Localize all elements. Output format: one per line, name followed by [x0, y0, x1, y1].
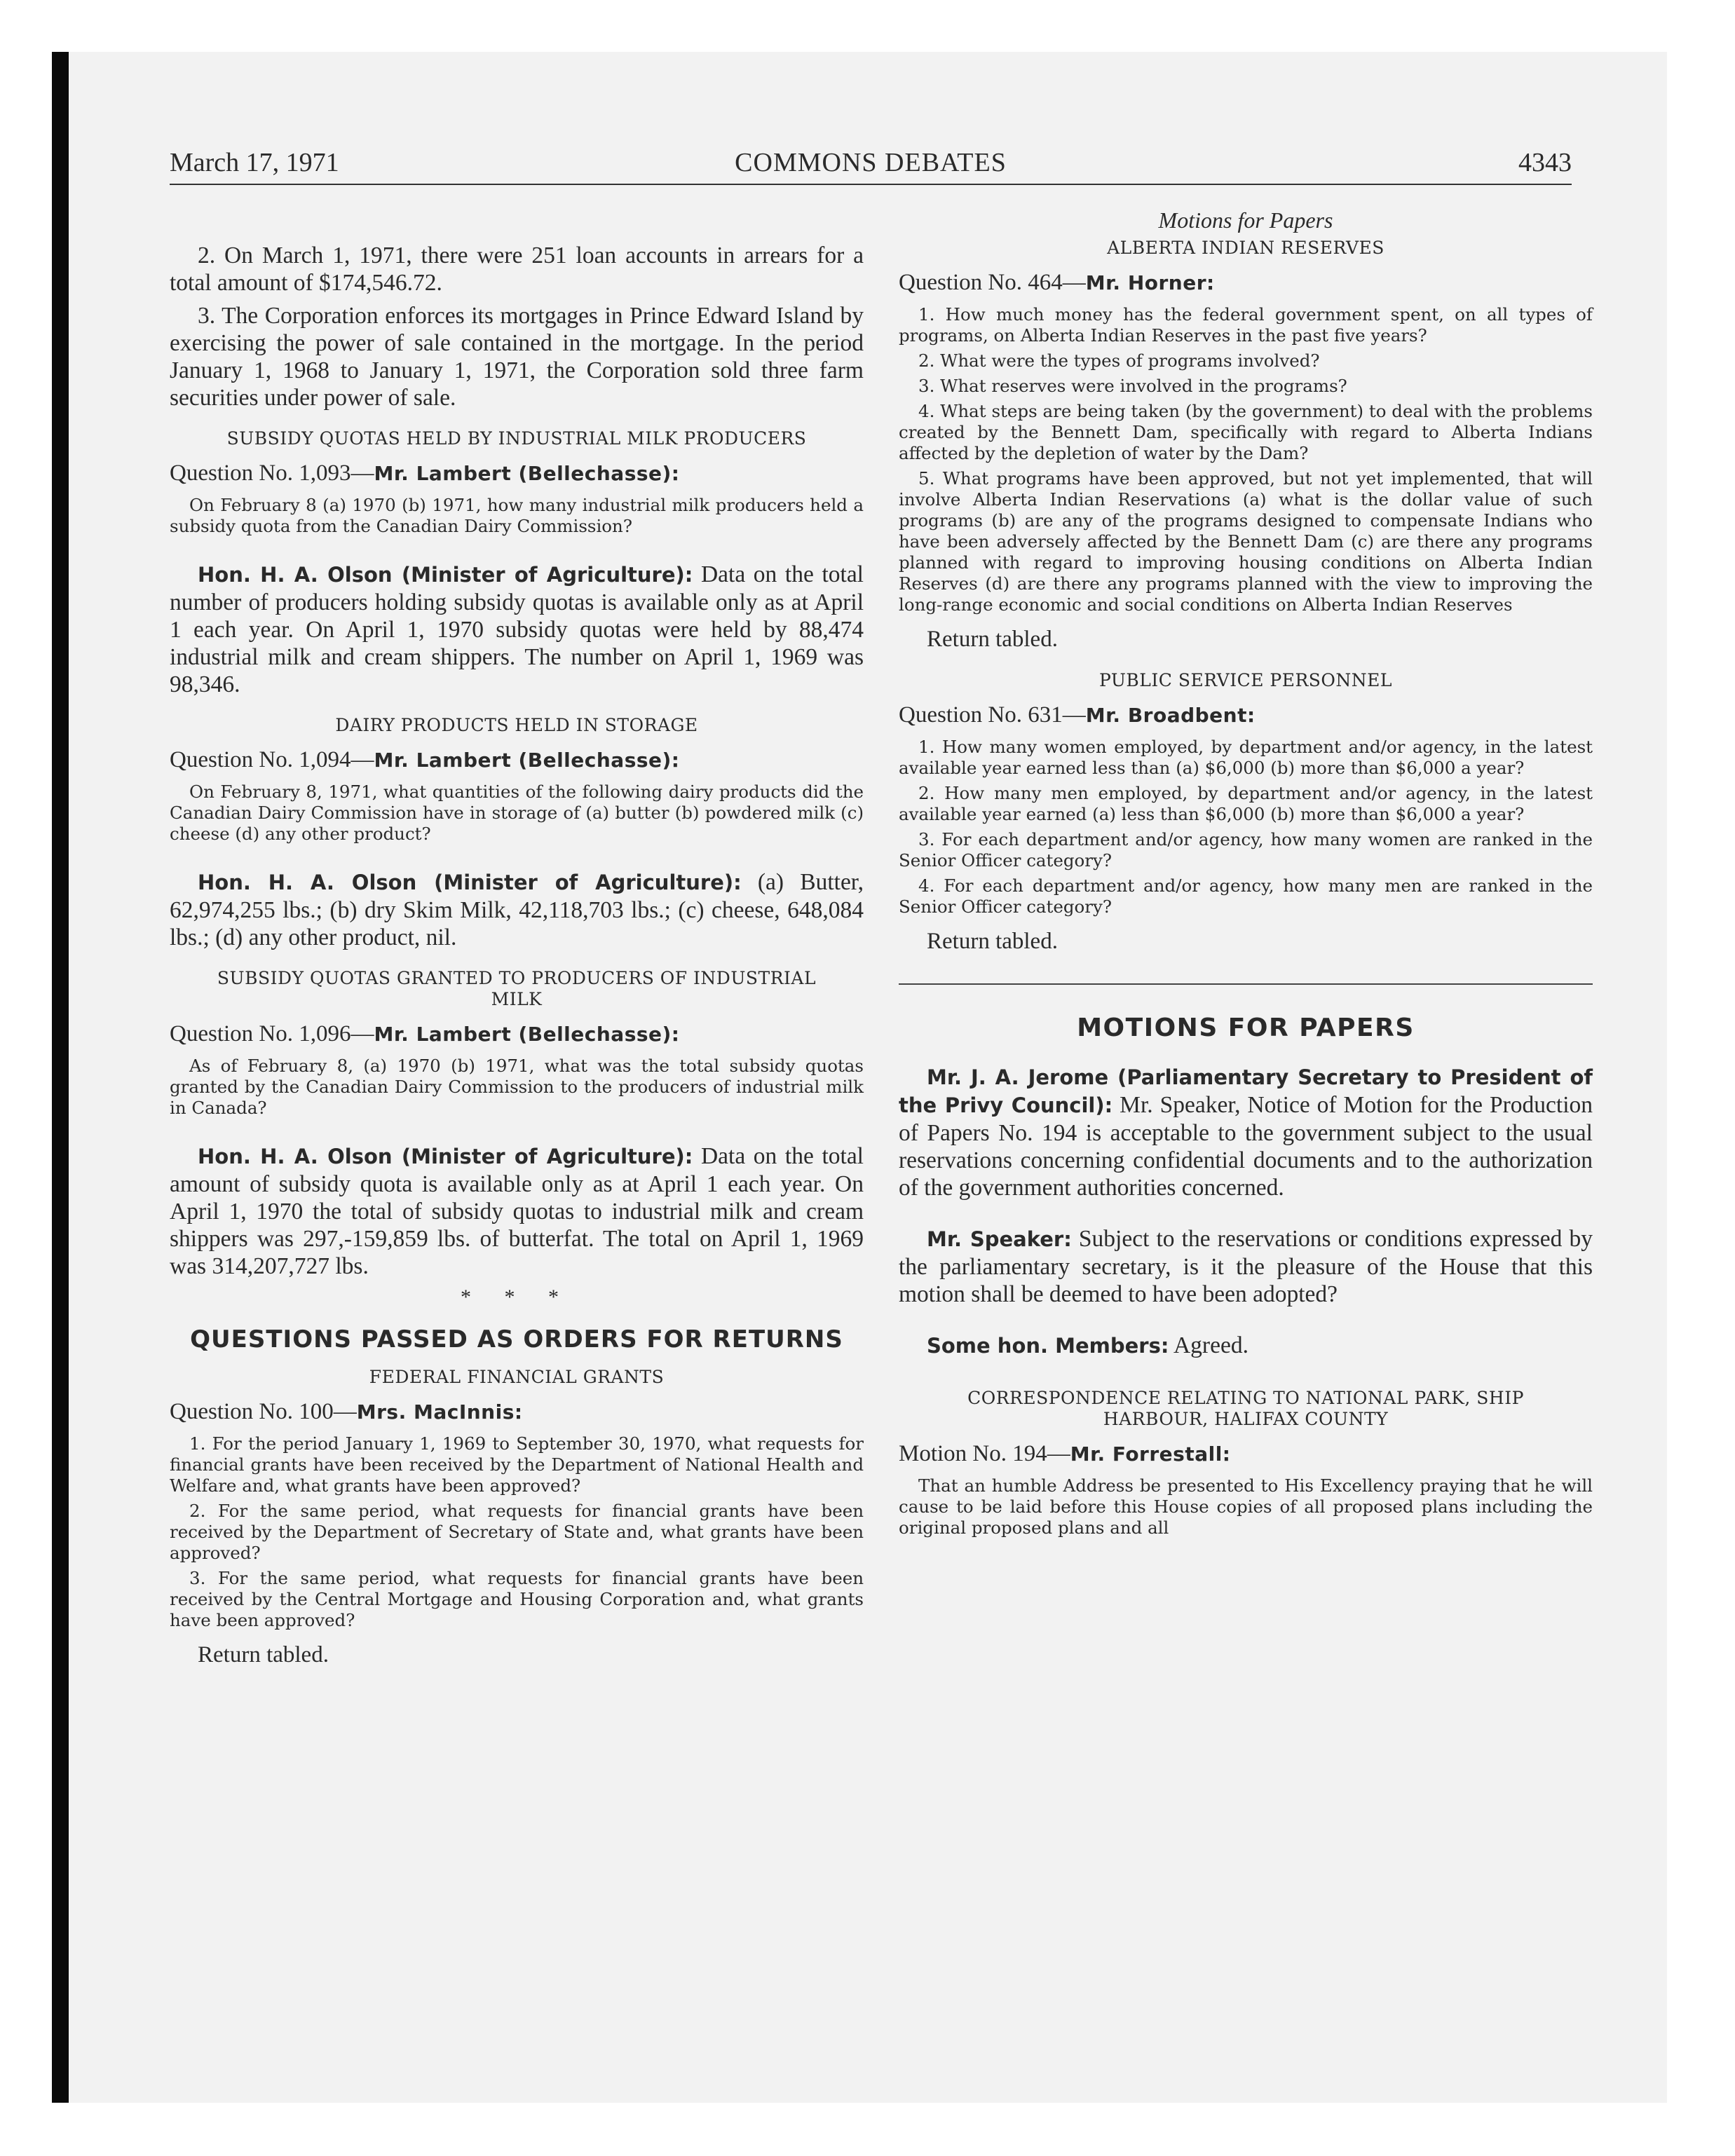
heading-public-service: PUBLIC SERVICE PERSONNEL [1098, 670, 1393, 690]
answer-text: (a) Butter, 62,974,255 lbs.; (b) dry Skim Milk, 42,118,703 lbs.; (c) cheese, 648,084 lbs.; (d) any other product, nil. [170, 869, 864, 950]
question-464-item-5: 5. What programs have been approved, but not yet implemented, that will involve Alberta Indian Reservations (a) what is the dollar value of such programs (b) are any of the programs designed to compensate Indians who have been adversely affected by the Bennett Dam (c) are there any programs planned with regard to improving housing conditions on Alberta Indian Reserves (d) are there any programs planned with the view to improving the long-range economic and social conditions on Alberta Indian Reserves [899, 468, 1593, 615]
header-rule [170, 184, 1572, 185]
question-464-item-3: 3. What reserves were involved in the programs? [918, 376, 1347, 396]
answer-speaker: Hon. H. A. Olson (Minister of Agriculture): [198, 1145, 693, 1168]
question-number: Question No. 631— [899, 702, 1086, 728]
question-631-item-2: 2. How many men employed, by department and/or agency, in the latest available year earned (a) less than $6,000 (b) more than $6,000 a year? [899, 783, 1593, 824]
return-tabled: Return tabled. [927, 627, 1058, 652]
scan-binding-edge [52, 52, 69, 2103]
heading-questions-passed: QUESTIONS PASSED AS ORDERS FOR RETURNS [190, 1325, 843, 1353]
question-100-item-2: 2. For the same period, what requests for financial grants have been received by the Department of Secretary of State and, what grants have been approved? [170, 1501, 864, 1563]
statement-text: Subject to the reservations or conditions expressed by the parliamentary secretary, is it the pleasure of the House that this motion shall be deemed to have been adopted? [899, 1226, 1593, 1307]
return-tabled: Return tabled. [198, 1642, 329, 1667]
question-464-item-1: 1. How much money has the federal government spent, on all types of programs, on Alberta Indian Reserves in the past five years? [899, 304, 1593, 346]
question-100-item-1: 1. For the period January 1, 1969 to September 30, 1970, what requests for financial grants have been received by the Department of National Health and Welfare and, what grants have been approved? [170, 1433, 864, 1496]
question-631-item-1: 1. How many women employed, by department and/or agency, in the latest available year earned less than (a) $6,000 (b) more than $6,000 a year? [899, 737, 1593, 778]
question-number: Question No. 100— [170, 1399, 357, 1424]
question-1094 [170, 746, 864, 775]
statement-speaker: Some hon. Members: [927, 1334, 1169, 1358]
statement-speaker-question [899, 1225, 1593, 1308]
answer-text: Data on the total number of producers holding subsidy quotas is available only as at April 1 each year. On April 1, 1970 subsidy quotas were held by 88,474 industrial milk and cream shippers. The number on April 1, 1969 was 98,346. [170, 561, 864, 697]
motion-number: Motion No. 194— [899, 1441, 1070, 1466]
heading-federal-grants: FEDERAL FINANCIAL GRANTS [369, 1367, 665, 1387]
motion-member: Mr. Forrestall: [1070, 1442, 1231, 1466]
question-631 [899, 701, 1593, 730]
answer-1093 [170, 561, 864, 698]
paragraph-loan-accounts: 2. On March 1, 1971, there were 251 loan accounts in arrears for a total amount of $174,546.72. [170, 243, 864, 296]
question-100 [170, 1398, 864, 1426]
question-member: Mr. Lambert (Bellechasse): [374, 749, 680, 772]
heading-correspondence: CORRESPONDENCE RELATING TO NATIONAL PARK, SHIP HARBOUR, HALIFAX COUNTY [967, 1388, 1524, 1429]
statement-speaker: Mr. J. A. Jerome (Parliamentary Secretary to President of the Privy Council): [899, 1065, 1593, 1117]
question-member: Mr. Broadbent: [1085, 704, 1256, 727]
question-464 [899, 268, 1593, 297]
question-464-item-2: 2. What were the types of programs involved? [918, 350, 1320, 371]
heading-alberta-reserves: ALBERTA INDIAN RESERVES [1107, 238, 1384, 258]
question-1096 [170, 1020, 864, 1049]
running-section-title: Motions for Papers [1158, 207, 1333, 233]
question-number: Question No. 464— [899, 270, 1086, 295]
question-number: Question No. 1,096— [170, 1021, 374, 1046]
heading-subsidy-quotas-held: SUBSIDY QUOTAS HELD BY INDUSTRIAL MILK PRODUCERS [226, 428, 807, 449]
answer-1096 [170, 1142, 864, 1280]
question-number: Question No. 1,094— [170, 747, 374, 772]
question-number: Question No. 1,093— [170, 460, 374, 486]
question-1094-text: On February 8, 1971, what quantities of the following dairy products did the Canadian Dairy Commission have in storage of (a) butter (b) powdered milk (c) cheese (d) any other product? [170, 782, 864, 844]
question-1093-text: On February 8 (a) 1970 (b) 1971, how many industrial milk producers held a subsidy quota from the Canadian Dairy Commission? [170, 495, 864, 536]
question-member: Mr. Lambert (Bellechasse): [374, 462, 680, 485]
page-header [170, 147, 1572, 182]
motion-194-text: That an humble Address be presented to His Excellency praying that he will cause to be laid before this House copies of all proposed plans including the original proposed plans and all [899, 1475, 1593, 1538]
section-divider [899, 983, 1593, 985]
question-member: Mr. Horner: [1085, 271, 1215, 294]
statement-members [899, 1332, 1593, 1360]
heading-subsidy-quotas-granted: SUBSIDY QUOTAS GRANTED TO PRODUCERS OF INDUSTRIAL MILK [217, 968, 817, 1009]
header-page-number: 4343 [1518, 148, 1572, 177]
motion-194 [899, 1440, 1593, 1468]
answer-text: Data on the total amount of subsidy quota is available only as at April 1 each year. On April 1, 1970 the total of subsidy quotas to industrial milk and cream shippers was 297,-159,859 lbs. of butterfat. The total on April 1, 1969 was 314,207,727 lbs. [170, 1143, 864, 1279]
question-631-item-4: 4. For each department and/or agency, how many men are ranked in the Senior Officer category? [899, 875, 1593, 917]
section-separator-stars: * * * [461, 1285, 573, 1309]
statement-jerome [899, 1063, 1593, 1201]
question-member: Mrs. MacInnis: [356, 1400, 523, 1424]
question-100-item-3: 3. For the same period, what requests for financial grants have been received by the Central Mortgage and Housing Corporation and, what grants have been approved? [170, 1568, 864, 1630]
header-title: COMMONS DEBATES [735, 148, 1007, 177]
statement-text: Mr. Speaker, Notice of Motion for the Production of Papers No. 194 is acceptable to the government subject to the usual reservations concerning confidential documents and to the authorization of the government authorities concerned. [899, 1092, 1593, 1201]
left-column [170, 207, 864, 1681]
answer-speaker: Hon. H. A. Olson (Minister of Agriculture): [198, 563, 693, 587]
header-date: March 17, 1971 [170, 148, 339, 177]
question-1096-text: As of February 8, (a) 1970 (b) 1971, what was the total subsidy quotas granted by the Canadian Dairy Commission to the producers of industrial milk in Canada? [170, 1056, 864, 1118]
statement-text: Agreed. [1169, 1332, 1248, 1358]
answer-1094 [170, 868, 864, 951]
heading-motions-for-papers: MOTIONS FOR PAPERS [1077, 1014, 1415, 1042]
heading-dairy-storage: DAIRY PRODUCTS HELD IN STORAGE [335, 715, 698, 735]
right-column [899, 207, 1593, 1543]
question-1093 [170, 459, 864, 488]
question-464-item-4: 4. What steps are being taken (by the government) to deal with the problems created by the Bennett Dam, specifically with regard to Alberta Indians affected by the depletion of water by the Dam? [899, 401, 1593, 463]
question-member: Mr. Lambert (Bellechasse): [374, 1023, 680, 1046]
paragraph-corporation: 3. The Corporation enforces its mortgages in Prince Edward Island by exercising the power of sale contained in the mortgage. In the period January 1, 1968 to January 1, 1971, the Corporation sold three farm securities under power of sale. [170, 303, 864, 411]
return-tabled: Return tabled. [927, 929, 1058, 954]
answer-speaker: Hon. H. A. Olson (Minister of Agriculture): [198, 871, 742, 894]
statement-speaker: Mr. Speaker: [927, 1227, 1072, 1251]
question-631-item-3: 3. For each department and/or agency, how many women are ranked in the Senior Officer category? [899, 829, 1593, 871]
